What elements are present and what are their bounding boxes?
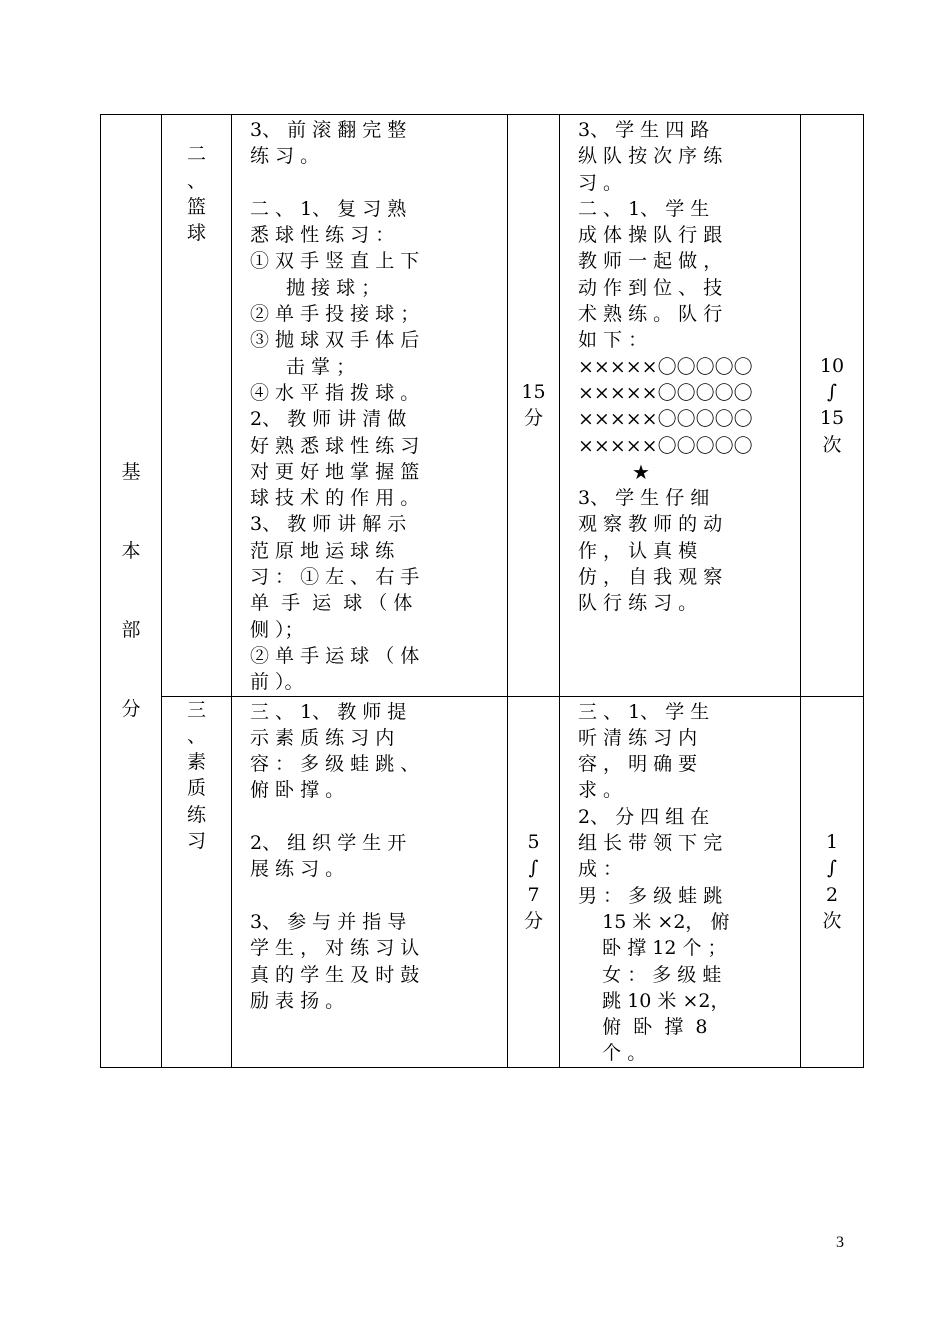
sub-label-char: 三 <box>186 698 206 721</box>
teacher-position-star-icon: ★ <box>632 459 650 484</box>
sub-label-char: 练 <box>186 803 206 826</box>
time-line: 15 <box>521 380 546 403</box>
content-cell <box>232 696 508 1067</box>
content-line: 俯 卧 撑 。 <box>250 779 345 802</box>
content-line: 真 的 学 生 及 时 鼓 <box>250 963 420 986</box>
count-line: 10 <box>819 354 845 377</box>
organization-line: 15 米 ×2， 俯 <box>578 910 730 933</box>
content-line <box>250 883 497 909</box>
content-line: 习 ： ① 左 、 右 手 <box>250 566 420 589</box>
time-line: 分 <box>523 407 543 430</box>
content-line: 3、 参 与 并 指 导 <box>250 910 407 933</box>
sub-label-char <box>162 115 231 141</box>
section-char: 本 <box>121 539 141 562</box>
organization-line: 3、 学 生 四 路 <box>578 119 710 141</box>
time-line: 分 <box>523 909 543 932</box>
content-line: 容 ： 多 级 蛙 跳 、 <box>250 753 420 776</box>
content-cell <box>232 115 508 697</box>
count-line: 2 <box>825 883 839 906</box>
content-line: 示 素 质 练 习 内 <box>250 726 395 749</box>
lesson-plan-table <box>100 114 864 1068</box>
content-line: ③ 抛 球 双 手 体 后 <box>250 329 420 352</box>
sub-label-char: 篮 <box>186 195 206 218</box>
content-line: 三 、 1、 教 师 提 <box>250 700 407 723</box>
organization-line: 仿 ， 自 我 观 察 <box>578 566 723 589</box>
organization-line: 听 清 练 习 内 <box>578 726 698 749</box>
content-line <box>250 804 497 830</box>
content-line: 抛 接 球 ； <box>286 276 381 299</box>
organization-line: ×××××〇〇〇〇〇 <box>578 381 753 404</box>
time-line: ∫ <box>528 857 539 880</box>
count-cell <box>801 696 864 1067</box>
organization-line: ×××××〇〇〇〇〇 <box>578 434 753 457</box>
count-line: 次 <box>822 433 842 456</box>
sub-label-cell <box>162 115 232 697</box>
sub-label-char: 球 <box>186 222 206 245</box>
count-line: 15 <box>819 407 845 430</box>
sub-label-char: 、 <box>186 169 206 192</box>
organization-line: 术 熟 练 。 队 行 <box>578 303 723 326</box>
sub-label-char: 习 <box>186 830 206 853</box>
organization-cell <box>560 696 801 1067</box>
organization-line: 习 。 <box>578 171 623 194</box>
organization-line: 求 。 <box>578 779 623 802</box>
count-line: ∫ <box>827 380 837 403</box>
content-line: ② 单 手 投 接 球 ； <box>250 303 420 326</box>
organization-line: 队 行 练 习 。 <box>578 592 698 615</box>
content-line: 2、 组 织 学 生 开 <box>250 832 407 855</box>
organization-line: 纵 队 按 次 序 练 <box>578 145 723 168</box>
organization-line: 女 ： 多 级 蛙 <box>578 963 722 986</box>
organization-line: 成 ： <box>578 858 623 881</box>
organization-line: 男 ： 多 级 蛙 跳 <box>578 884 723 907</box>
content-line: 悉 球 性 练 习 ： <box>250 224 395 247</box>
content-line: 对 更 好 地 掌 握 篮 <box>250 460 420 483</box>
section-char: 基 <box>121 460 141 483</box>
time-cell <box>508 115 560 697</box>
organization-line: 卧 撑 12 个 ； <box>578 937 727 960</box>
organization-line: 三 、 1、 学 生 <box>578 700 710 723</box>
count-cell <box>801 115 864 697</box>
organization-line: 作 ， 认 真 模 <box>578 539 698 562</box>
section-cell <box>101 115 162 1068</box>
content-line: 3、 教 师 讲 解 示 <box>250 513 407 536</box>
organization-line: 3、 学 生 仔 细 <box>578 487 710 510</box>
section-char: 部 <box>121 618 141 641</box>
sub-label-char: 二 <box>186 143 206 166</box>
time-cell <box>508 696 560 1067</box>
time-line: 7 <box>527 883 540 906</box>
organization-line: 如 下 ： <box>578 329 648 352</box>
content-line: 二 、 1、 复 习 熟 <box>250 197 407 220</box>
content-line: 练 习 。 <box>250 145 320 168</box>
organization-line: 动 作 到 位 、 技 <box>578 276 723 299</box>
organization-line: 观 察 教 师 的 动 <box>578 513 723 536</box>
organization-line: 成 体 操 队 行 跟 <box>578 224 723 247</box>
table-row-basketball <box>101 115 864 697</box>
content-line: 学 生 ， 对 练 习 认 <box>250 937 420 960</box>
section-char: 分 <box>121 697 141 720</box>
content-line: ④ 水 平 指 拨 球 。 <box>250 381 420 404</box>
organization-cell <box>560 115 801 697</box>
organization-line: 个 。 <box>578 1042 647 1065</box>
content-line: 击 掌 ； <box>286 355 356 378</box>
table-row-fitness <box>101 696 864 1067</box>
content-line: 好 熟 悉 球 性 练 习 <box>250 434 420 457</box>
organization-line: 教 师 一 起 做 ， <box>578 250 723 273</box>
content-line: 侧 ）； <box>250 618 304 641</box>
sub-label-char: 、 <box>186 724 206 747</box>
content-line: 球 技 术 的 作 用 。 <box>250 487 420 510</box>
organization-line: 2、 分 四 组 在 <box>578 805 710 828</box>
organization-line: 组 长 带 领 下 完 <box>578 832 723 855</box>
count-line: 1 <box>825 831 839 854</box>
organization-line: ×××××〇〇〇〇〇 <box>578 408 753 431</box>
organization-line: 二 、 1、 学 生 <box>578 197 710 220</box>
content-line: 3、 前 滚 翻 完 整 <box>250 119 407 141</box>
sub-label-char: 素 <box>186 751 206 774</box>
content-line: 励 表 扬 。 <box>250 989 345 1012</box>
page-number: 3 <box>836 1234 844 1251</box>
content-line: 2、 教 师 讲 清 做 <box>250 408 407 431</box>
time-line: 5 <box>527 831 540 854</box>
content-line: ① 双 手 竖 直 上 下 <box>250 250 420 273</box>
content-line: 单 手 运 球 （ 体 <box>250 592 413 615</box>
count-line: 次 <box>822 909 842 932</box>
content-line <box>250 170 497 196</box>
count-line: ∫ <box>827 857 837 880</box>
content-line: 前 ）。 <box>250 671 304 694</box>
organization-line: 俯 卧 撑 8 <box>578 1016 708 1039</box>
content-line: 展 练 习 。 <box>250 858 345 881</box>
organization-line: 跳 10 米 ×2， <box>578 989 730 1012</box>
organization-line: ×××××〇〇〇〇〇 <box>578 355 753 378</box>
content-line: ② 单 手 运 球 （ 体 <box>250 644 420 667</box>
content-line: 范 原 地 运 球 练 <box>250 539 395 562</box>
organization-line: 容 ， 明 确 要 <box>578 753 698 776</box>
sub-label-cell <box>162 696 232 1067</box>
sub-label-char: 质 <box>186 777 206 800</box>
